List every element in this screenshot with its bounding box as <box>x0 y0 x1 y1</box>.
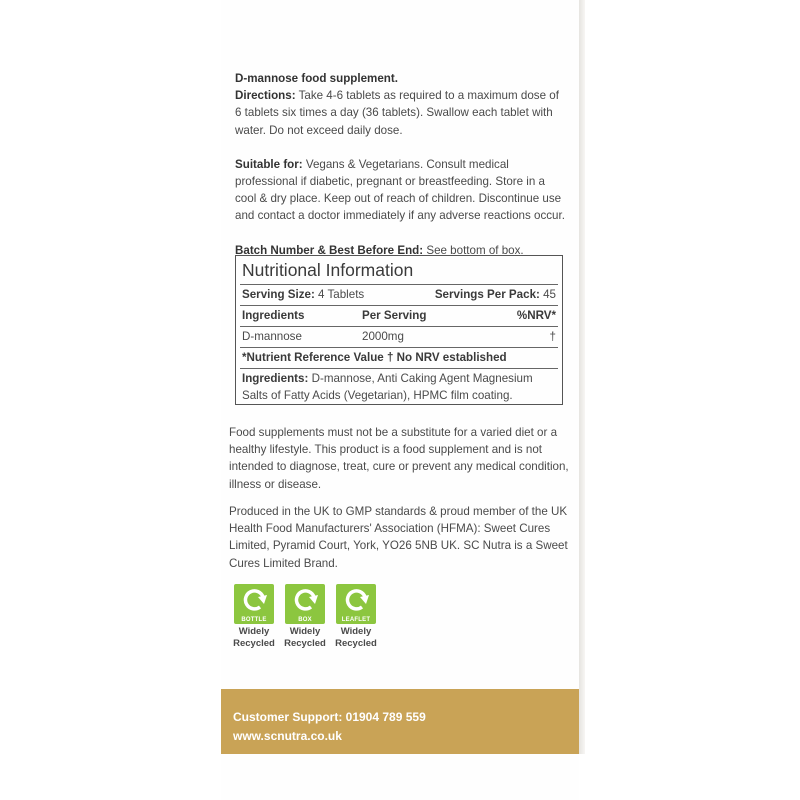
product-line: D-mannose food supplement. <box>235 72 398 85</box>
recycle-label-bottle: BOTTLE Widely Recycled <box>232 584 276 649</box>
recycle-arrow-icon <box>289 586 321 614</box>
customer-support: Customer Support: 01904 789 559 <box>233 710 426 724</box>
nutrition-title: Nutritional Information <box>242 260 414 280</box>
recycle-arrow-icon <box>238 586 270 614</box>
table-header: Ingredients Per Serving %NRV* <box>242 309 556 322</box>
suitable-for: Suitable for: Vegans & Vegetarians. Consult medical professional if diabetic, pregnant or breastfeeding. Store in a cool & dry place. Keep out of reach of children. Discontinue use and contact a doctor immediately if any adverse reactions occur. <box>235 157 565 223</box>
directions: Directions: Take 4-6 tablets as required to a maximum dose of 6 tablets six times a day (36 tablets). Swallow each tablet with water. Do not exceed daily dose. <box>235 89 559 137</box>
batch-info: Batch Number & Best Before End: See bottom of box. <box>235 243 524 257</box>
table-row: D-mannose 2000mg † <box>242 330 556 343</box>
recycle-label-box: BOX Widely Recycled <box>283 584 327 649</box>
serving-row: Serving Size: 4 Tablets Servings Per Pack: 45 <box>242 288 556 301</box>
directions-block <box>235 70 565 259</box>
package-edge-shadow <box>579 0 585 754</box>
recycle-label-leaflet: LEAFLET Widely Recycled <box>334 584 378 649</box>
support-footer <box>221 689 579 754</box>
nrv-footnote: *Nutrient Reference Value † No NRV established <box>242 351 507 364</box>
disclaimer: Food supplements must not be a substitute for a varied diet or a healthy lifestyle. This product is a food supplement and is not intended to diagnose, treat, cure or prevent any medical condition, illness or disease. <box>229 426 569 491</box>
producer-info: Produced in the UK to GMP standards & proud member of the UK Health Food Manufacturers' Association (HFMA): Sweet Cures Limited, Pyramid Court, York, YO26 5NB UK. SC Nutra is a Sweet Cures Limited Brand. <box>229 505 568 570</box>
website-link[interactable]: www.scnutra.co.uk <box>233 729 342 743</box>
recycle-arrow-icon <box>340 586 372 614</box>
ingredients-list: Ingredients: D-mannose, Anti Caking Agent Magnesium Salts of Fatty Acids (Vegetarian), HPMC film coating. <box>242 372 533 402</box>
nutrition-panel <box>235 255 563 405</box>
